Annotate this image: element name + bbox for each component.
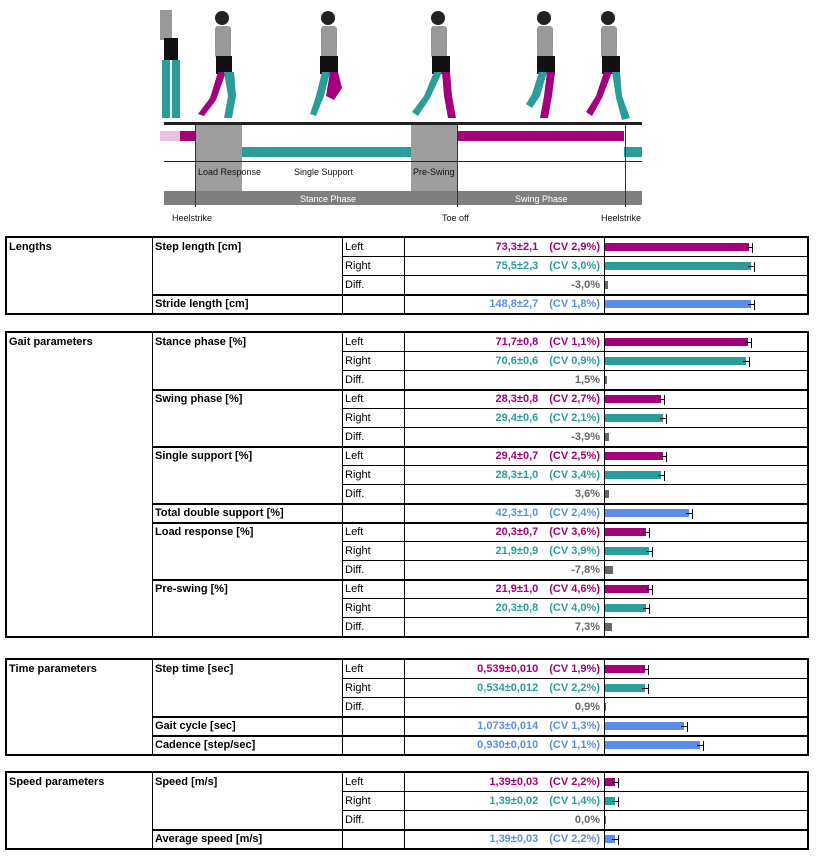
bar-right — [605, 414, 663, 422]
right-phase-bar-2 — [624, 147, 642, 157]
param-label: Gait cycle [sec] — [155, 720, 236, 732]
side-label: Right — [345, 795, 371, 807]
value-cell — [405, 352, 604, 371]
value-cell — [405, 257, 604, 276]
cv-text: (CV 2,1%) — [549, 412, 600, 424]
value-cell — [405, 485, 604, 504]
error-bar-cap — [703, 741, 704, 751]
cv-text: (CV 2,4%) — [549, 507, 600, 519]
cv-text: (CV 2,7%) — [549, 393, 600, 405]
bar-mean — [605, 722, 684, 730]
param-label: Speed [m/s] — [155, 776, 218, 788]
value-cell — [405, 447, 604, 466]
bar-diff — [605, 703, 606, 711]
cv-text: (CV 0,9%) — [549, 355, 600, 367]
error-bar-cap — [649, 604, 650, 614]
phase-band — [164, 191, 642, 205]
bar-diff — [605, 376, 607, 384]
value-cell — [405, 371, 604, 390]
error-bar-cap — [618, 778, 619, 788]
side-label: Right — [345, 545, 371, 557]
cv-text: (CV 4,6%) — [549, 583, 600, 595]
value-cell — [405, 504, 604, 523]
bar-right — [605, 471, 661, 479]
side-label: Right — [345, 469, 371, 481]
cv-text: (CV 1,9%) — [549, 663, 600, 675]
cv-text: (CV 1,1%) — [549, 336, 600, 348]
error-bar-cap — [652, 547, 653, 557]
section-title: Speed parameters — [9, 776, 105, 788]
value-text: 20,3±0,7 — [495, 526, 539, 538]
value-text: 1,5% — [574, 374, 600, 386]
value-cell — [405, 717, 604, 736]
error-bar-cap — [618, 797, 619, 807]
side-label: Right — [345, 412, 371, 424]
section-speed — [5, 771, 809, 850]
load-response-label: Load Response — [198, 167, 262, 177]
param-label: Step length [cm] — [155, 241, 242, 253]
bar-diff — [605, 623, 612, 631]
bar-left — [605, 452, 663, 460]
value-text: -7,8% — [571, 564, 600, 576]
param-label: Swing phase [%] — [155, 393, 243, 405]
ground-line — [164, 122, 642, 125]
walker-5 — [526, 11, 555, 118]
value-cell — [405, 736, 604, 755]
bar-right — [605, 547, 649, 555]
error-bar-cap — [751, 338, 752, 348]
cv-text: (CV 2,9%) — [549, 241, 600, 253]
value-cell — [405, 238, 604, 257]
section-gait — [5, 331, 809, 638]
param-label: Average speed [m/s] — [155, 833, 263, 845]
value-text: 0,930±0,010 — [477, 739, 539, 751]
value-text: 73,3±2,1 — [495, 241, 539, 253]
value-cell — [405, 390, 604, 409]
param-label: Pre-swing [%] — [155, 583, 228, 595]
value-cell — [405, 428, 604, 447]
error-bar-cap — [754, 262, 755, 272]
section-lengths — [5, 236, 809, 315]
value-text: 1,073±0,014 — [477, 720, 539, 732]
value-text: 0,539±0,010 — [477, 663, 539, 675]
value-text: 75,5±2,3 — [495, 260, 539, 272]
side-label: Diff. — [345, 279, 365, 291]
side-label: Diff. — [345, 431, 365, 443]
bar-mean — [605, 741, 700, 749]
value-text: 21,9±1,0 — [495, 583, 539, 595]
side-label: Diff. — [345, 564, 365, 576]
cv-text: (CV 1,3%) — [549, 720, 600, 732]
pre-swing-box — [411, 125, 458, 191]
section-time — [5, 658, 809, 756]
value-text: 71,7±0,8 — [495, 336, 539, 348]
single-support-label: Single Support — [294, 167, 354, 177]
bar-right — [605, 262, 751, 270]
value-text: 21,9±0,9 — [495, 545, 539, 557]
swing-phase-label: Swing Phase — [515, 194, 568, 204]
cv-text: (CV 3,0%) — [549, 260, 600, 272]
side-label: Left — [345, 663, 364, 675]
side-label: Right — [345, 355, 371, 367]
side-label: Left — [345, 776, 364, 788]
cv-text: (CV 2,2%) — [549, 833, 600, 845]
section-title: Gait parameters — [9, 336, 93, 348]
value-cell — [405, 599, 604, 618]
error-bar-cap — [666, 414, 667, 424]
error-bar-cap — [666, 452, 667, 462]
value-text: 29,4±0,7 — [495, 450, 539, 462]
value-cell — [405, 523, 604, 542]
value-text: 1,39±0,03 — [489, 833, 539, 845]
value-text: 1,39±0,03 — [489, 776, 539, 788]
walker-4 — [412, 11, 456, 118]
heelstrike-left-label: Heelstrike — [172, 213, 213, 223]
value-cell — [405, 409, 604, 428]
side-label: Diff. — [345, 488, 365, 500]
bar-mean — [605, 509, 689, 517]
bar-right — [605, 604, 646, 612]
cv-text: (CV 2,2%) — [549, 776, 600, 788]
value-cell — [405, 773, 604, 792]
value-cell — [405, 660, 604, 679]
cv-text: (CV 1,1%) — [549, 739, 600, 751]
gait-cycle-figure — [160, 0, 650, 228]
walker-3 — [310, 11, 342, 116]
cv-text: (CV 3,9%) — [549, 545, 600, 557]
walker-1 — [160, 10, 180, 118]
side-label: Diff. — [345, 621, 365, 633]
cv-text: (CV 1,8%) — [549, 298, 600, 310]
bar-diff — [605, 816, 606, 824]
error-bar-cap — [648, 684, 649, 694]
section-title: Lengths — [9, 241, 52, 253]
bar-diff — [605, 433, 609, 441]
bar-right — [605, 357, 746, 365]
bar-left — [605, 243, 749, 251]
gait-diagram — [160, 0, 650, 228]
bar-left — [605, 528, 646, 536]
value-text: -3,9% — [571, 431, 600, 443]
bar-diff — [605, 566, 613, 574]
error-bar-cap — [664, 471, 665, 481]
value-cell — [405, 542, 604, 561]
error-bar-cap — [754, 300, 755, 310]
value-text: -3,0% — [571, 279, 600, 291]
error-bar-cap — [618, 835, 619, 845]
pre-swing-label: Pre-Swing — [413, 167, 455, 177]
cv-text: (CV 1,4%) — [549, 795, 600, 807]
section-title: Time parameters — [9, 663, 97, 675]
side-label: Right — [345, 602, 371, 614]
heelstrike-right-label: Heelstrike — [601, 213, 642, 223]
value-cell — [405, 466, 604, 485]
error-bar-cap — [649, 528, 650, 538]
bar-diff — [605, 490, 609, 498]
value-cell — [405, 811, 604, 830]
value-cell — [405, 295, 604, 314]
param-label: Cadence [step/sec] — [155, 739, 256, 751]
value-text: 1,39±0,02 — [489, 795, 539, 807]
side-label: Left — [345, 336, 364, 348]
bar-left — [605, 585, 649, 593]
stance-phase-label: Stance Phase — [300, 194, 357, 204]
error-bar-cap — [664, 395, 665, 405]
error-bar-cap — [687, 722, 688, 732]
value-cell — [405, 830, 604, 849]
error-bar-cap — [752, 243, 753, 253]
value-cell — [405, 698, 604, 717]
param-label: Single support [%] — [155, 450, 253, 462]
value-cell — [405, 561, 604, 580]
value-text: 0,0% — [574, 814, 600, 826]
param-label: Load response [%] — [155, 526, 254, 538]
value-text: 20,3±0,8 — [495, 602, 539, 614]
value-text: 29,4±0,6 — [495, 412, 539, 424]
load-response-box — [196, 125, 242, 191]
toe-off-label: Toe off — [442, 213, 469, 223]
walker-figures — [160, 10, 630, 120]
param-label: Step time [sec] — [155, 663, 234, 675]
cv-text: (CV 3,6%) — [549, 526, 600, 538]
bar-right — [605, 684, 645, 692]
side-label: Left — [345, 583, 364, 595]
bar-left — [605, 338, 748, 346]
side-label: Left — [345, 393, 364, 405]
value-text: 0,534±0,012 — [477, 682, 539, 694]
value-cell — [405, 792, 604, 811]
side-label: Left — [345, 241, 364, 253]
error-bar-cap — [648, 665, 649, 675]
value-text: 28,3±0,8 — [495, 393, 539, 405]
cv-text: (CV 2,5%) — [549, 450, 600, 462]
side-label: Right — [345, 682, 371, 694]
walker-2 — [198, 11, 236, 118]
error-bar-cap — [652, 585, 653, 595]
value-text: 0,9% — [574, 701, 600, 713]
value-cell — [405, 333, 604, 352]
param-label: Stance phase [%] — [155, 336, 247, 348]
bar-mean — [605, 300, 751, 308]
side-label: Diff. — [345, 701, 365, 713]
value-cell — [405, 580, 604, 599]
value-text: 3,6% — [574, 488, 600, 500]
param-label: Stride length [cm] — [155, 298, 249, 310]
side-label: Left — [345, 526, 364, 538]
param-label: Total double support [%] — [155, 507, 284, 519]
walker-6 — [586, 11, 630, 120]
value-text: 7,3% — [574, 621, 600, 633]
value-text: 148,8±2,7 — [489, 298, 539, 310]
cv-text: (CV 2,2%) — [549, 682, 600, 694]
value-cell — [405, 679, 604, 698]
bar-diff — [605, 281, 608, 289]
bar-left — [605, 395, 661, 403]
cv-text: (CV 4,0%) — [549, 602, 600, 614]
value-text: 42,3±1,0 — [495, 507, 539, 519]
value-text: 70,6±0,6 — [495, 355, 539, 367]
cv-text: (CV 3,4%) — [549, 469, 600, 481]
side-label: Right — [345, 260, 371, 272]
value-text: 28,3±1,0 — [495, 469, 539, 481]
side-label: Left — [345, 450, 364, 462]
side-label: Diff. — [345, 814, 365, 826]
value-cell — [405, 276, 604, 295]
value-cell — [405, 618, 604, 637]
error-bar-cap — [749, 357, 750, 367]
side-label: Diff. — [345, 374, 365, 386]
bar-left — [605, 665, 645, 673]
error-bar-cap — [692, 509, 693, 519]
